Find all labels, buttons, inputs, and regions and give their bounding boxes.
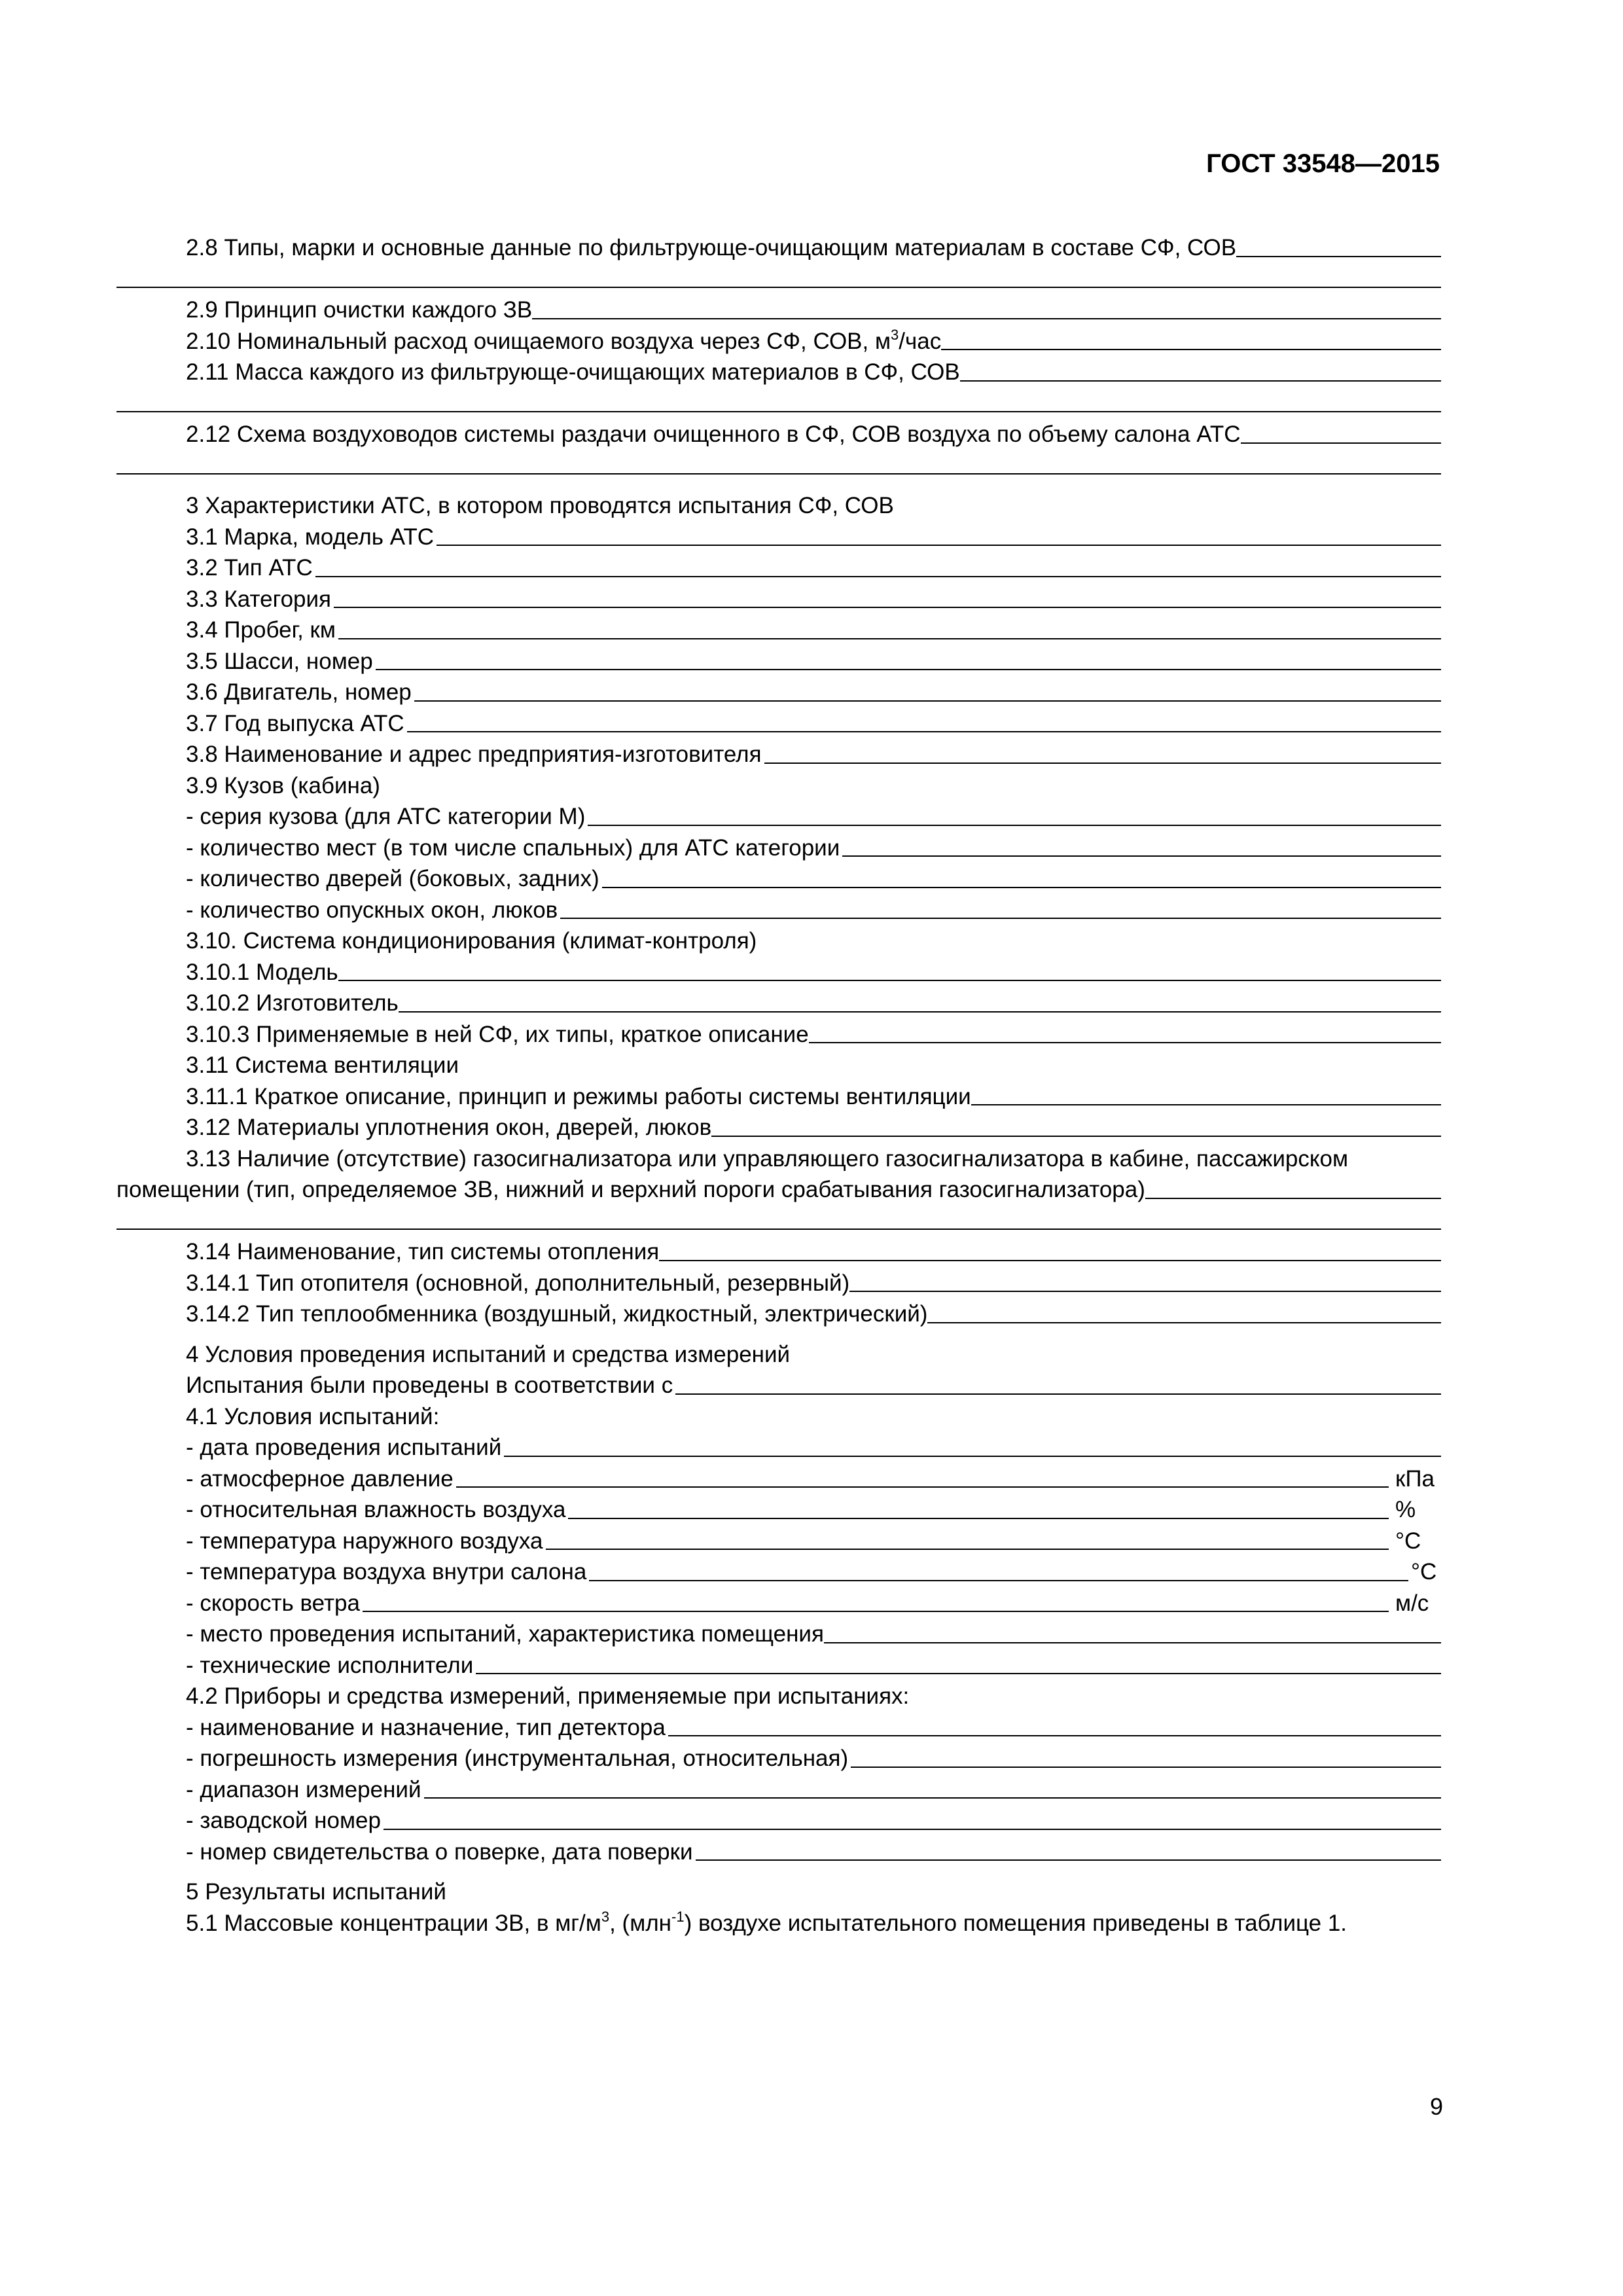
field-3-6: 3.6 Двигатель, номер: [116, 677, 1441, 708]
field-label: 2.10 Номинальный расход очищаемого воздуха через СФ, СОВ, $м^3$/час: [186, 326, 942, 354]
unit-label: °С: [1411, 1559, 1437, 1585]
fill-line[interactable]: [315, 576, 1441, 577]
field-4-intro: Испытания были проведены в соответствии с: [116, 1370, 1441, 1401]
fill-line[interactable]: [116, 1229, 1441, 1230]
field-3-3: 3.3 Категория: [116, 584, 1441, 615]
field-4-1-outside-temp: - температура наружного воздуха °С: [116, 1526, 1441, 1557]
field-3-14: 3.14 Наименование, тип системы отопления: [116, 1236, 1441, 1268]
field-2-11: [116, 357, 1441, 388]
field-3-10-1: 3.10.1 Модель: [116, 957, 1441, 988]
continuation-line: [116, 264, 1441, 295]
field-3-4: 3.4 Пробег, км: [116, 615, 1441, 646]
field-3-14-2: 3.14.2 Тип теплообменника (воздушный, жидкостный, электрический): [116, 1299, 1441, 1330]
field-3-13-cont: помещении (тип, определяемое ЗВ, нижний и верхний пороги срабатывания газосигнализатора): [116, 1174, 1441, 1206]
unit-label: °С: [1395, 1528, 1421, 1554]
field-3-8: 3.8 Наименование и адрес предприятия-изготовителя: [116, 739, 1441, 770]
field-3-9-seats: - количество мест (в том числе спальных) для АТС категории: [116, 833, 1441, 864]
field-3-10-2: 3.10.2 Изготовитель: [116, 988, 1441, 1019]
continuation-line: [116, 450, 1441, 482]
fill-line[interactable]: [809, 1042, 1441, 1043]
field-3-7: 3.7 Год выпуска АТС: [116, 708, 1441, 740]
fill-line[interactable]: [414, 700, 1441, 702]
field-3-10-3: 3.10.3 Применяемые в ней СФ, их типы, краткое описание: [116, 1019, 1441, 1050]
field-4-1-place: - место проведения испытаний, характеристика помещения: [116, 1619, 1441, 1650]
field-label: 2.8 Типы, марки и основные данные по фильтрующе-очищающим материалам в составе СФ, СОВ: [186, 235, 1237, 260]
fill-line[interactable]: [849, 1291, 1441, 1292]
field-3-14-1: 3.14.1 Тип отопителя (основной, дополнительный, резервный): [116, 1268, 1441, 1299]
field-3-13: 3.13 Наличие (отсутствие) газосигнализатора или управляющего газосигнализатора в кабине, пассажирском: [186, 1145, 1349, 1172]
field-label: 2.11 Масса каждого из фильтрующе-очищающих материалов в СФ, СОВ: [186, 359, 960, 385]
fill-line[interactable]: [851, 1767, 1441, 1768]
field-3-9-doors: - количество дверей (боковых, задних): [116, 863, 1441, 895]
field-4-2-detector: - наименование и назначение, тип детектора: [116, 1712, 1441, 1744]
field-4-2: 4.2 Приборы и средства измерений, применяемые при испытаниях:: [186, 1683, 910, 1709]
field-3-9-series: - серия кузова (для АТС категории М): [116, 801, 1441, 833]
field-4-1: 4.1 Условия испытаний:: [186, 1403, 440, 1429]
fill-line[interactable]: [116, 411, 1441, 412]
section-4-heading: 4 Условия проведения испытаний и средства измерений: [186, 1341, 791, 1367]
field-3-9-windows: - количество опускных окон, люков: [116, 895, 1441, 926]
fill-line[interactable]: [116, 287, 1441, 288]
fill-line[interactable]: [456, 1486, 1389, 1488]
fill-line[interactable]: [668, 1735, 1441, 1736]
field-2-10: [116, 326, 1441, 357]
field-4-1-wind: - скорость ветра м/с: [116, 1588, 1441, 1619]
field-4-1-date: - дата проведения испытаний: [116, 1432, 1441, 1463]
section-3-heading: 3 Характеристики АТС, в котором проводятся испытания СФ, СОВ: [186, 493, 894, 518]
field-4-1-humidity: - относительная влажность воздуха %: [116, 1494, 1441, 1526]
form-body: [116, 232, 1441, 1939]
fill-line[interactable]: [711, 1136, 1441, 1137]
field-4-2-certificate: - номер свидетельства о поверке, дата поверки: [116, 1837, 1441, 1868]
fill-line[interactable]: [399, 1011, 1441, 1013]
fill-line[interactable]: [407, 731, 1441, 732]
fill-line[interactable]: [532, 318, 1441, 319]
fill-line[interactable]: [1145, 1198, 1441, 1199]
fill-line[interactable]: [764, 762, 1441, 764]
field-label: 2.12 Схема воздуховодов системы раздачи очищенного в СФ, СОВ воздуха по объему салона АТС: [186, 422, 1241, 447]
fill-line[interactable]: [383, 1829, 1441, 1830]
unit-label: кПа: [1395, 1465, 1435, 1492]
fill-line[interactable]: [960, 380, 1441, 382]
fill-line[interactable]: [824, 1642, 1441, 1643]
fill-line[interactable]: [941, 349, 1441, 350]
fill-line[interactable]: [971, 1104, 1441, 1105]
unit-label: м/с: [1395, 1590, 1429, 1616]
fill-line[interactable]: [546, 1549, 1389, 1550]
fill-line[interactable]: [1241, 442, 1441, 444]
field-4-2-error: - погрешность измерения (инструментальная, относительная): [116, 1743, 1441, 1774]
field-4-2-range: - диапазон измерений: [116, 1774, 1441, 1806]
fill-line[interactable]: [1236, 256, 1441, 257]
fill-line[interactable]: [116, 473, 1441, 475]
fill-line[interactable]: [602, 887, 1441, 888]
field-2-8: [116, 232, 1441, 264]
field-3-12: 3.12 Материалы уплотнения окон, дверей, люков: [116, 1112, 1441, 1143]
document-id: ГОСТ 33548—2015: [1206, 149, 1440, 178]
section-5-heading: 5 Результаты испытаний: [186, 1879, 446, 1905]
field-3-11: 3.11 Система вентиляции: [186, 1052, 459, 1078]
fill-line[interactable]: [696, 1859, 1442, 1861]
fill-line[interactable]: [560, 918, 1441, 919]
page-number: 9: [1429, 2093, 1443, 2120]
field-3-2: 3.2 Тип АТС: [116, 552, 1441, 584]
field-4-2-serial: - заводской номер: [116, 1805, 1441, 1837]
field-3-9: 3.9 Кузов (кабина): [186, 772, 380, 798]
fill-line[interactable]: [376, 669, 1441, 670]
fill-line[interactable]: [675, 1393, 1441, 1395]
fill-line[interactable]: [588, 825, 1441, 826]
fill-line[interactable]: [504, 1456, 1441, 1457]
field-3-10: 3.10. Система кондиционирования (климат-контроля): [186, 928, 757, 954]
field-3-1: 3.1 Марка, модель АТС: [116, 522, 1441, 553]
fill-line[interactable]: [338, 638, 1441, 639]
field-4-1-staff: - технические исполнители: [116, 1650, 1441, 1681]
fill-line[interactable]: [334, 607, 1441, 608]
field-4-1-cabin-temp: - температура воздуха внутри салона °С: [116, 1556, 1441, 1588]
fill-line[interactable]: [842, 855, 1441, 857]
paragraph-5-1: 5.1 Массовые концентрации ЗВ, в $мг/м^3$, (млн$^{-1}$) воздухе испытательного помещения приведены в таблице 1.: [186, 1908, 1347, 1936]
continuation-line: [116, 1206, 1441, 1237]
fill-line[interactable]: [437, 545, 1441, 546]
fill-line[interactable]: [589, 1580, 1408, 1581]
field-2-9: [116, 295, 1441, 326]
fill-line[interactable]: [659, 1260, 1441, 1261]
fill-line[interactable]: [568, 1518, 1389, 1519]
field-3-5: 3.5 Шасси, номер: [116, 646, 1441, 677]
field-label: 2.9 Принцип очистки каждого ЗВ: [186, 297, 533, 323]
fill-line[interactable]: [927, 1322, 1441, 1323]
continuation-line: [116, 388, 1441, 420]
field-4-1-pressure: - атмосферное давление кПа: [116, 1463, 1441, 1495]
unit-label: %: [1395, 1497, 1416, 1522]
field-3-11-1: 3.11.1 Краткое описание, принцип и режимы работы системы вентиляции: [116, 1081, 1441, 1113]
field-2-12: [116, 419, 1441, 450]
fill-line[interactable]: [338, 980, 1441, 981]
fill-line[interactable]: [476, 1673, 1441, 1674]
fill-line[interactable]: [363, 1611, 1389, 1612]
fill-line[interactable]: [424, 1797, 1441, 1799]
